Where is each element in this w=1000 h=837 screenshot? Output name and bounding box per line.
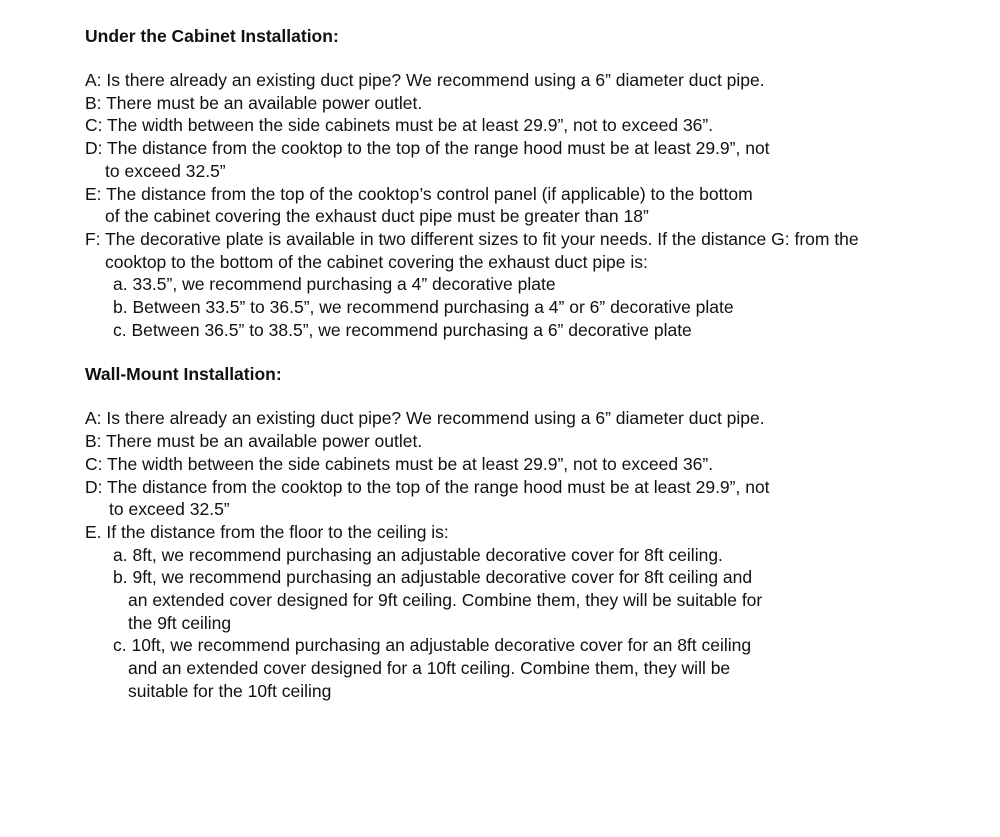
wall-mount-heading: Wall-Mount Installation: [85, 364, 282, 385]
wall-mount-section [85, 363, 985, 702]
requirement-d: D: The distance from the cooktop to the top of the range hood must be at least 29.9”, not [85, 138, 770, 159]
requirement-d: D: The distance from the cooktop to the top of the range hood must be at least 29.9”, not [85, 476, 770, 497]
requirement-f-continued: cooktop to the bottom of the cabinet covering the exhaust duct pipe is: [105, 251, 648, 272]
sub-option-b: b. Between 33.5” to 36.5”, we recommend purchasing a 4” or 6” decorative plate [113, 297, 734, 318]
requirement-c: C: The width between the side cabinets must be at least 29.9”, not to exceed 36”. [85, 115, 714, 136]
requirement-b: B: There must be an available power outlet. [85, 92, 423, 113]
sub-option-c: c. 10ft, we recommend purchasing an adjustable decorative cover for an 8ft ceiling [113, 635, 752, 656]
under-cabinet-heading: Under the Cabinet Installation: [85, 26, 339, 46]
sub-option-c-continued: suitable for the 10ft ceiling [128, 680, 332, 701]
requirement-a: A: Is there already an existing duct pipe? We recommend using a 6” diameter duct pipe. [85, 408, 765, 429]
installation-document [85, 25, 985, 703]
sub-option-b-continued: the 9ft ceiling [128, 612, 232, 633]
requirement-e: E. If the distance from the floor to the ceiling is: [85, 521, 449, 542]
under-cabinet-requirements [85, 69, 985, 341]
requirement-a: A: Is there already an existing duct pipe? We recommend using a 6” diameter duct pipe. [85, 70, 765, 90]
sub-option-a: a. 8ft, we recommend purchasing an adjustable decorative cover for 8ft ceiling. [113, 544, 723, 565]
requirement-e: E: The distance from the top of the cooktop’s control panel (if applicable) to the bottom [85, 183, 753, 204]
wall-mount-requirements [85, 407, 985, 702]
requirement-d-continued: to exceed 32.5” [109, 499, 230, 520]
section-spacer [85, 341, 985, 363]
requirement-b: B: There must be an available power outlet. [85, 431, 423, 452]
requirement-f: F: The decorative plate is available in two different sizes to fit your needs. If the distance G: from the [85, 228, 859, 249]
sub-option-b-continued: an extended cover designed for 9ft ceiling. Combine them, they will be suitable for [128, 590, 763, 611]
sub-option-c-continued: and an extended cover designed for a 10ft ceiling. Combine them, they will be [128, 658, 731, 679]
requirement-c: C: The width between the side cabinets must be at least 29.9”, not to exceed 36”. [85, 453, 714, 474]
sub-option-a: a. 33.5”, we recommend purchasing a 4” decorative plate [113, 274, 556, 295]
sub-option-b: b. 9ft, we recommend purchasing an adjustable decorative cover for 8ft ceiling and [113, 567, 753, 588]
requirement-d-continued: to exceed 32.5” [105, 160, 226, 181]
under-cabinet-section [85, 25, 985, 341]
sub-option-c: c. Between 36.5” to 38.5”, we recommend purchasing a 6” decorative plate [113, 319, 692, 340]
requirement-e-continued: of the cabinet covering the exhaust duct pipe must be greater than 18” [105, 206, 649, 227]
